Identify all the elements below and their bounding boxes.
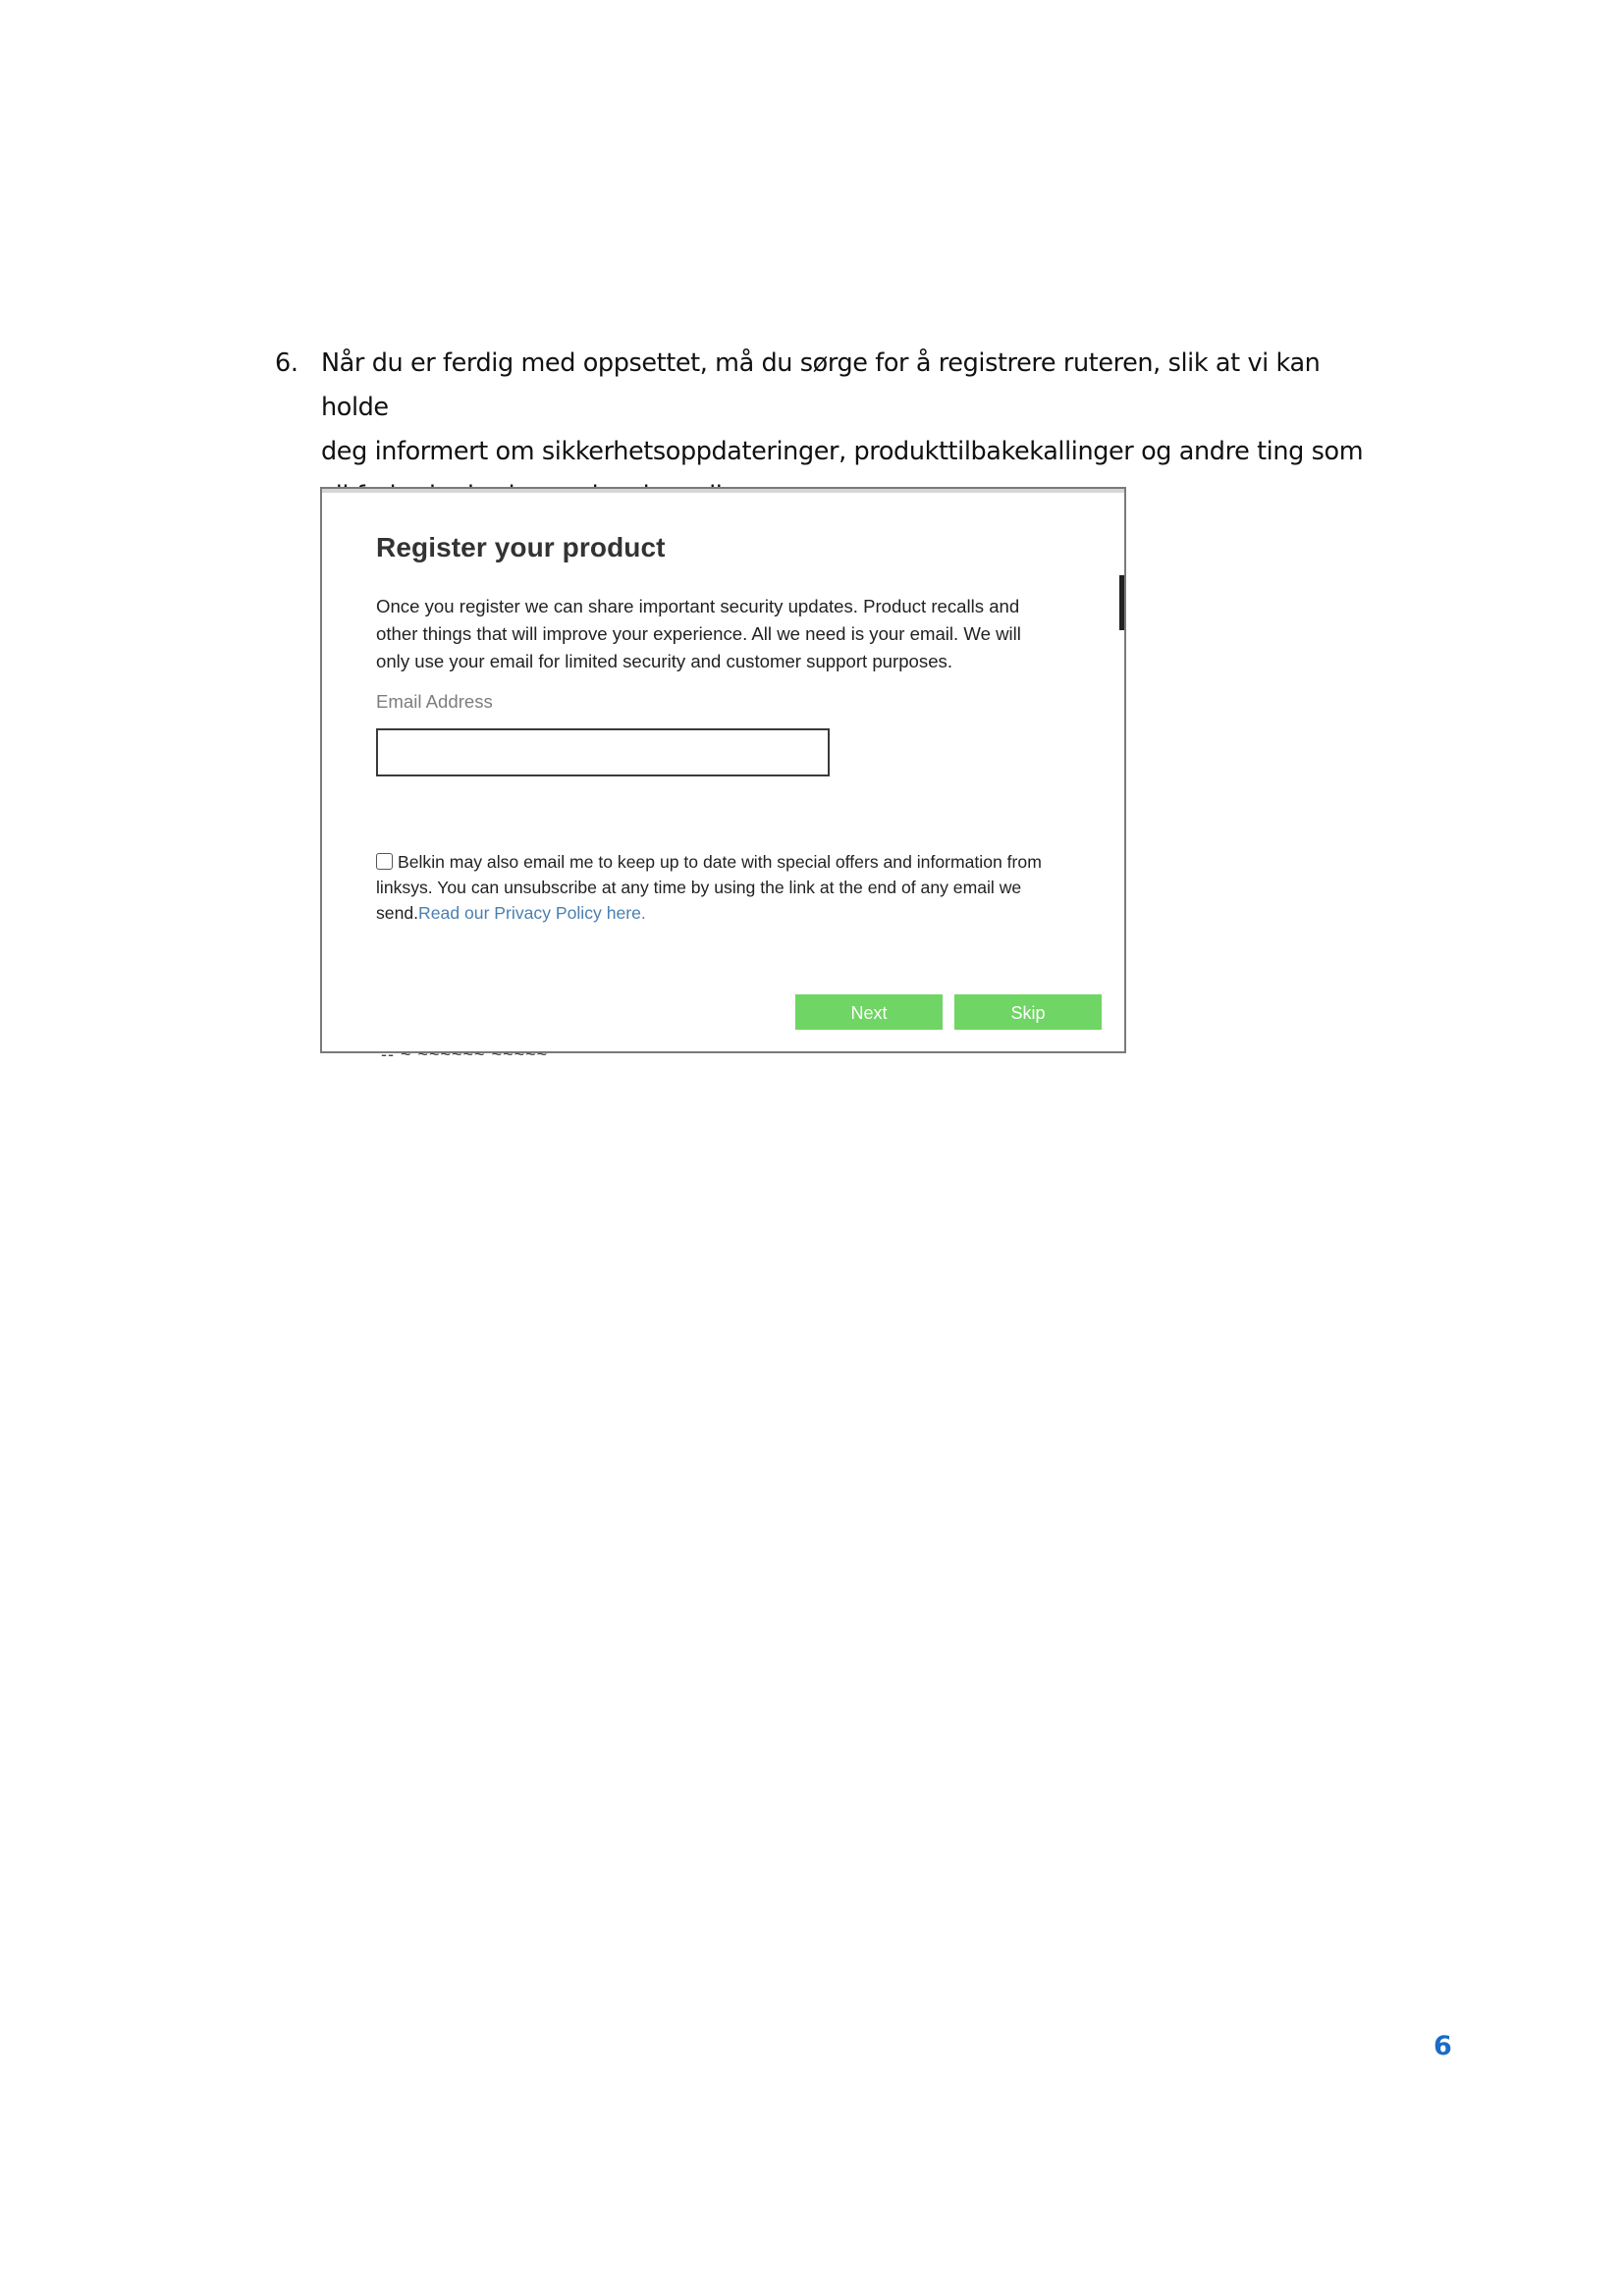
register-product-screenshot: [320, 487, 1126, 1064]
marketing-consent: [376, 849, 1093, 926]
consent-text-line: linksys. You can unsubscribe at any time by using the link at the end of any email we: [376, 878, 1022, 897]
email-label: Email Address: [376, 691, 493, 712]
consent-text-line: send.: [376, 903, 419, 923]
email-input[interactable]: [376, 728, 830, 776]
step-text-line: deg informert om sikkerhetsoppdateringer, produkttilbakekallinger og andre ting som: [321, 437, 1364, 466]
page-number: 6: [1434, 2031, 1452, 2061]
dialog-description-line: other things that will improve your experience. All we need is your email. We will: [376, 623, 1021, 644]
dialog-description: [376, 593, 1083, 675]
screenshot-right-edge-mark: [1119, 575, 1124, 630]
step-text-line: Når du er ferdig med oppsettet, må du sørge for å registrere ruteren, slik at vi kan holde: [321, 348, 1321, 422]
dialog-description-line: only use your email for limited security and customer support purposes.: [376, 651, 953, 671]
skip-button[interactable]: Skip: [954, 994, 1102, 1030]
dialog-title: Register your product: [376, 532, 666, 562]
screenshot-cropped-text: -- ~ ~~~~~~ ~~~~~: [381, 1044, 549, 1064]
privacy-policy-link[interactable]: Read our Privacy Policy here.: [418, 903, 646, 923]
consent-checkbox[interactable]: [376, 853, 393, 870]
consent-text-line: Belkin may also email me to keep up to date with special offers and information from: [398, 852, 1042, 872]
next-button[interactable]: Next: [795, 994, 943, 1030]
screenshot-top-edge: [322, 489, 1124, 493]
dialog-description-line: Once you register we can share important security updates. Product recalls and: [376, 596, 1020, 616]
step-number: 6.: [275, 348, 298, 378]
